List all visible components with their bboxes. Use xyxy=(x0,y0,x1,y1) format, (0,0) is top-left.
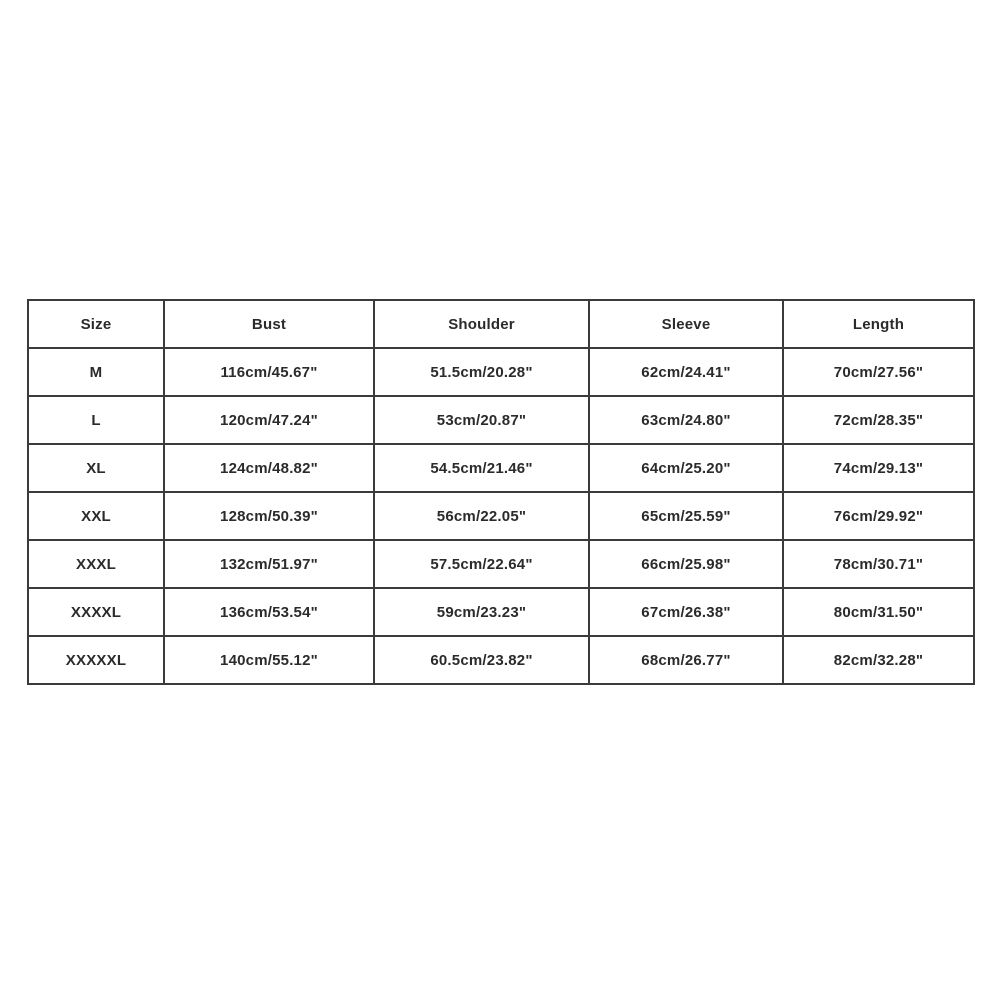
table-row-xl xyxy=(28,444,974,492)
sleeve-value: 63cm/24.80" xyxy=(589,396,783,444)
bust-value: 120cm/47.24" xyxy=(164,396,374,444)
shoulder-value: 54.5cm/21.46" xyxy=(374,444,589,492)
size-label: XXXXXL xyxy=(28,636,164,684)
sleeve-value: 65cm/25.59" xyxy=(589,492,783,540)
shoulder-value: 56cm/22.05" xyxy=(374,492,589,540)
column-header-size: Size xyxy=(28,300,164,348)
size-label: M xyxy=(28,348,164,396)
size-label: XXL xyxy=(28,492,164,540)
bust-value: 124cm/48.82" xyxy=(164,444,374,492)
length-value: 76cm/29.92" xyxy=(783,492,974,540)
size-label: XXXL xyxy=(28,540,164,588)
shoulder-value: 60.5cm/23.82" xyxy=(374,636,589,684)
sleeve-value: 68cm/26.77" xyxy=(589,636,783,684)
sleeve-value: 66cm/25.98" xyxy=(589,540,783,588)
length-value: 72cm/28.35" xyxy=(783,396,974,444)
bust-value: 116cm/45.67" xyxy=(164,348,374,396)
table-row-xxxl xyxy=(28,540,974,588)
sleeve-value: 64cm/25.20" xyxy=(589,444,783,492)
size-chart-table xyxy=(27,299,975,685)
sleeve-value: 67cm/26.38" xyxy=(589,588,783,636)
column-header-bust: Bust xyxy=(164,300,374,348)
size-label: XL xyxy=(28,444,164,492)
table-row-m xyxy=(28,348,974,396)
shoulder-value: 59cm/23.23" xyxy=(374,588,589,636)
length-value: 78cm/30.71" xyxy=(783,540,974,588)
column-header-shoulder: Shoulder xyxy=(374,300,589,348)
shoulder-value: 53cm/20.87" xyxy=(374,396,589,444)
length-value: 80cm/31.50" xyxy=(783,588,974,636)
bust-value: 136cm/53.54" xyxy=(164,588,374,636)
shoulder-value: 57.5cm/22.64" xyxy=(374,540,589,588)
size-label: XXXXL xyxy=(28,588,164,636)
column-header-length: Length xyxy=(783,300,974,348)
shoulder-value: 51.5cm/20.28" xyxy=(374,348,589,396)
header-row xyxy=(28,300,974,348)
length-value: 70cm/27.56" xyxy=(783,348,974,396)
bust-value: 132cm/51.97" xyxy=(164,540,374,588)
bust-value: 128cm/50.39" xyxy=(164,492,374,540)
size-label: L xyxy=(28,396,164,444)
table-row-xxxxl xyxy=(28,588,974,636)
length-value: 82cm/32.28" xyxy=(783,636,974,684)
table-row-l xyxy=(28,396,974,444)
table-row-xxl xyxy=(28,492,974,540)
sleeve-value: 62cm/24.41" xyxy=(589,348,783,396)
bust-value: 140cm/55.12" xyxy=(164,636,374,684)
column-header-sleeve: Sleeve xyxy=(589,300,783,348)
table-row-xxxxxl xyxy=(28,636,974,684)
length-value: 74cm/29.13" xyxy=(783,444,974,492)
